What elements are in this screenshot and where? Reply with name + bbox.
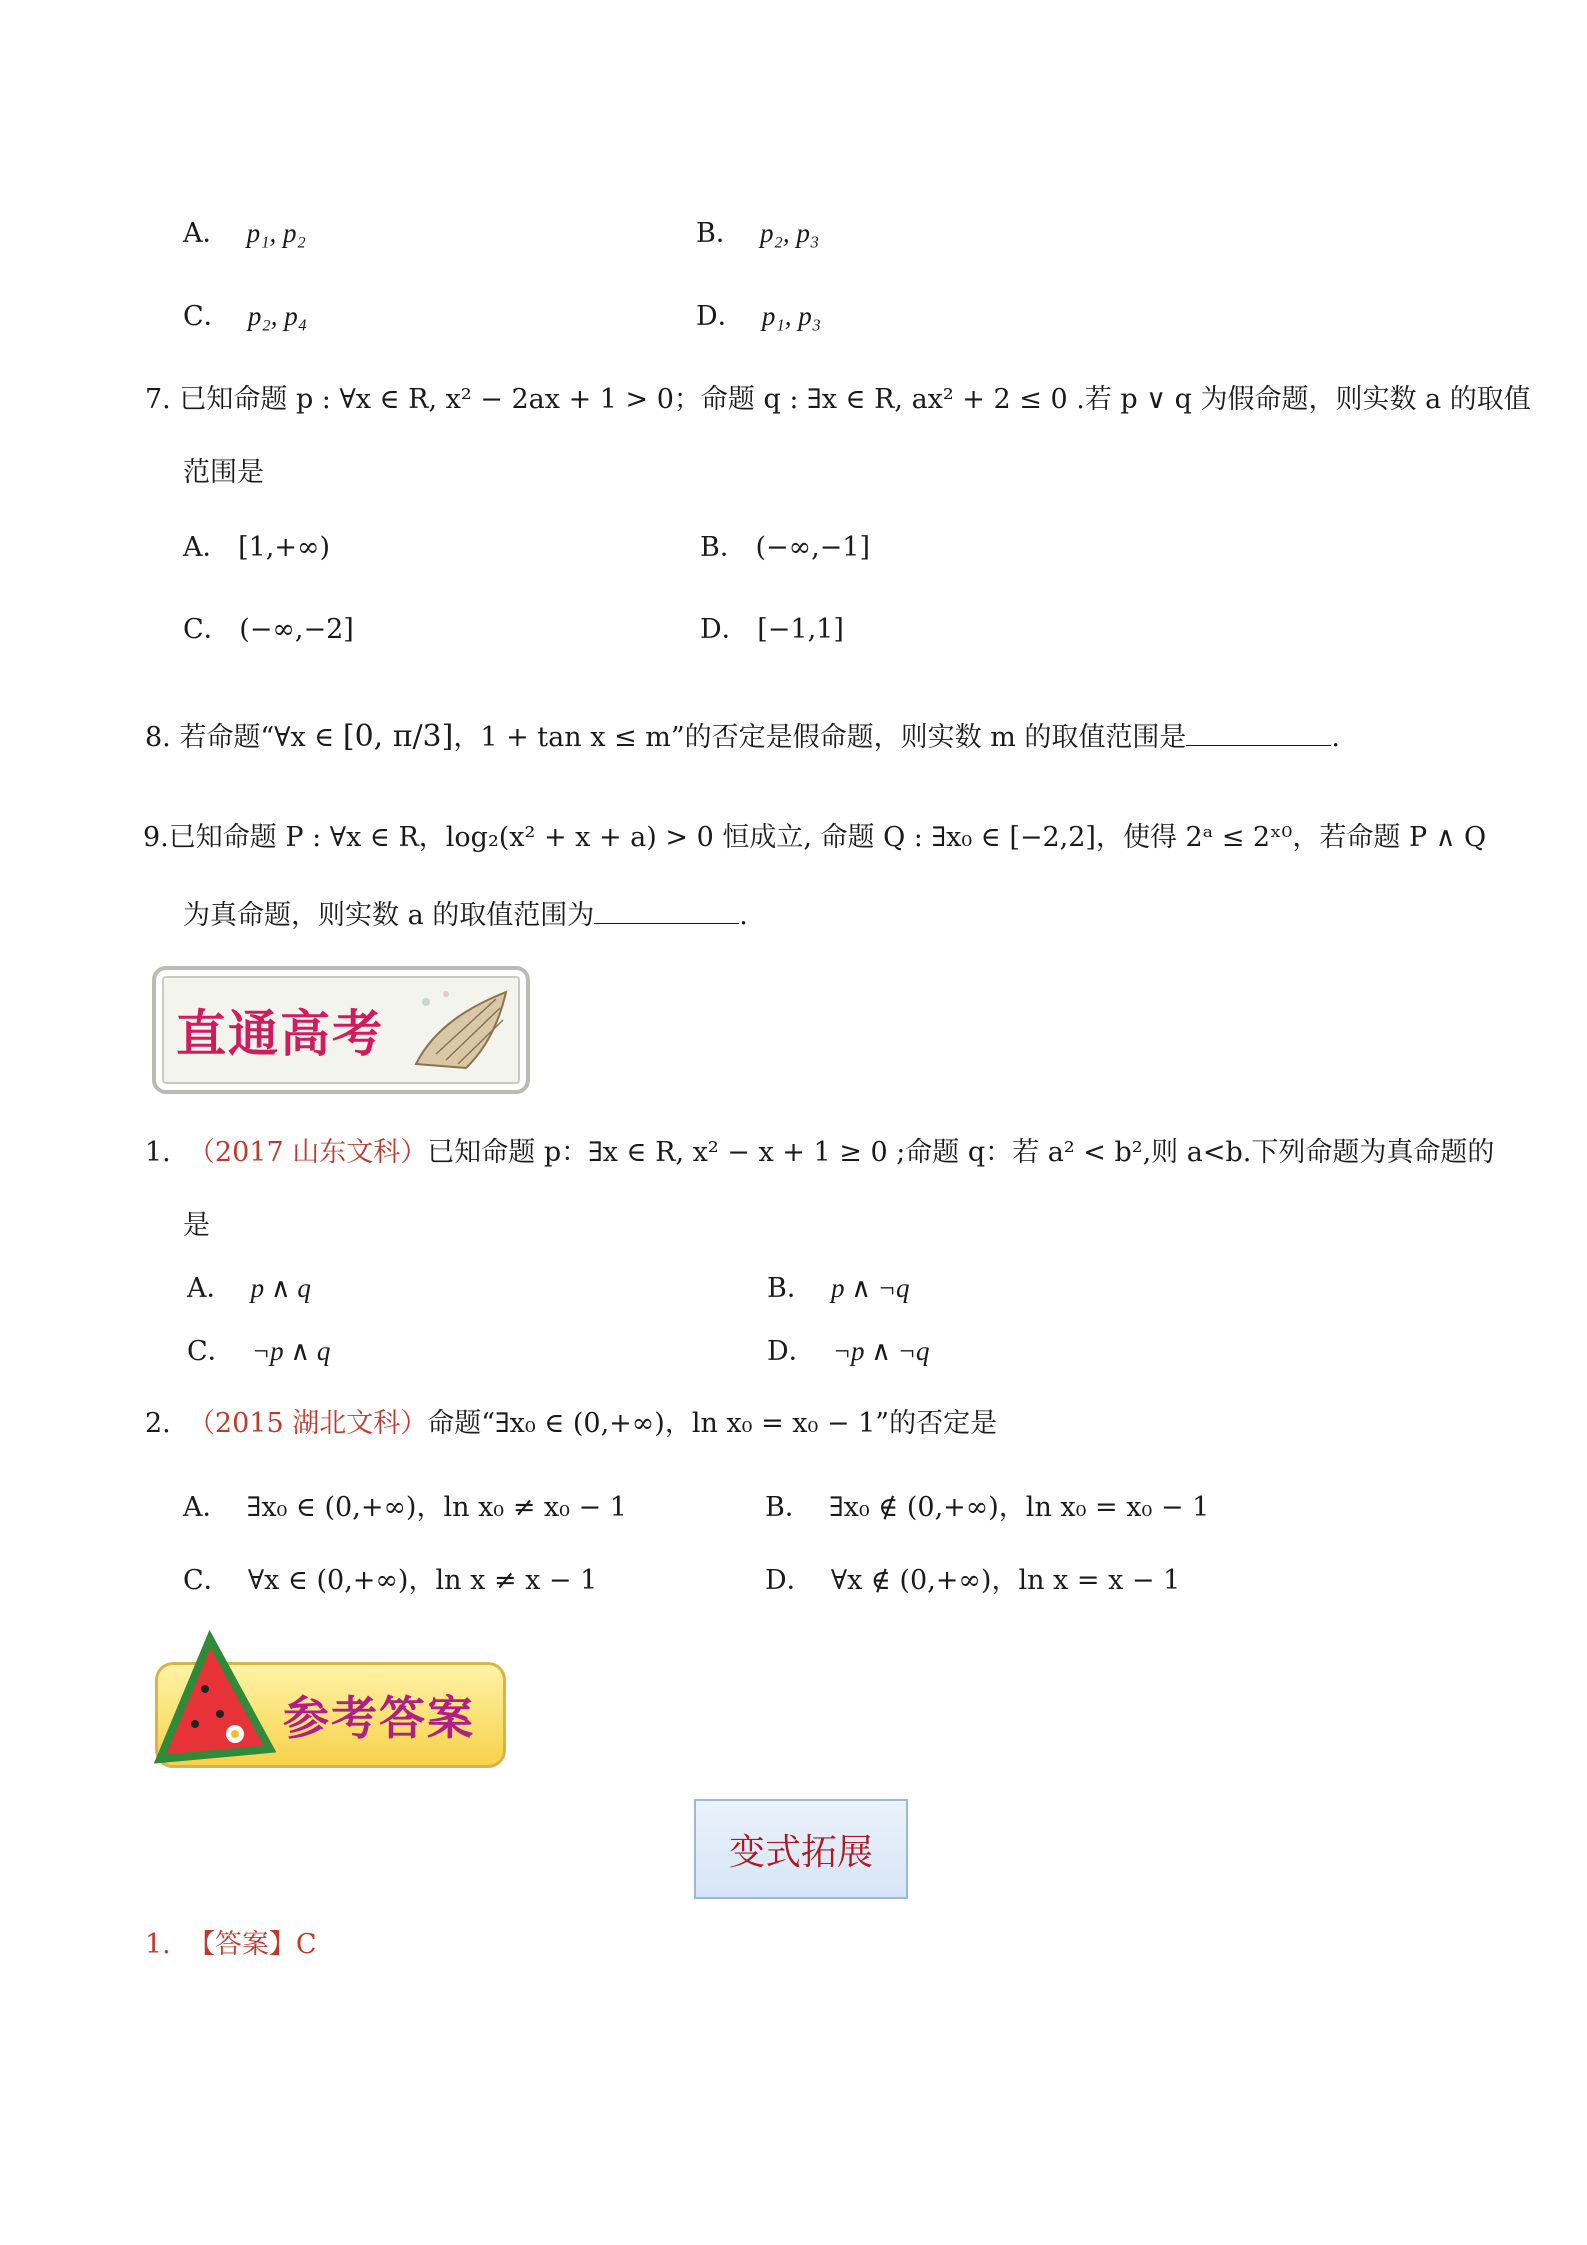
q7-option-a: A． [1,+∞) (183, 532, 331, 563)
gk1-line1: 1. （2017 山东文科）已知命题 p：∃x ∈ R, x² − x + 1 ≥ 0 ;命题 q：若 a² < b²,则 a<b.下列命题为真命题的 (145, 1137, 1495, 1168)
q7-option-d: D． [−1,1] (700, 614, 844, 645)
gk2-option-b: B． ∃x₀ ∉ (0,+∞)，ln x₀ = x₀ − 1 (765, 1492, 1210, 1523)
q6-option-a: A． p₁, p₂ (183, 218, 306, 249)
gk1-line2: 是 (183, 1210, 210, 1241)
q7-line2: 范围是 (183, 457, 264, 488)
banner-gaokao (152, 966, 530, 1094)
q8-answer-blank (1186, 717, 1331, 746)
q7-option-b: B． (−∞,−1] (700, 532, 871, 563)
q8-interval: [0, π/3] (342, 719, 454, 754)
watermelon-icon (150, 1629, 280, 1769)
gk2-option-d: D． ∀x ∉ (0,+∞)，ln x = x − 1 (765, 1565, 1181, 1596)
gk2-line1: 2. （2015 湖北文科）命题“∃x₀ ∈ (0,+∞)，ln x₀ = x₀ − 1”的否定是 (145, 1408, 998, 1439)
gk1-option-d: D． ¬p ∧ ¬q (767, 1336, 930, 1367)
gk2-source: （2015 湖北文科） (187, 1408, 428, 1439)
seashell-icon (406, 984, 516, 1076)
gk1-option-c: C． ¬p ∧ q (187, 1336, 331, 1367)
gk1-source: （2017 山东文科） (187, 1137, 428, 1168)
banner-answers-label: 参考答案 (283, 1691, 475, 1745)
gk1-option-b: B． p ∧ ¬q (767, 1273, 910, 1304)
q9-line1: 9.已知命题 P : ∀x ∈ R，log₂(x² + x + a) > 0 恒成立, 命题 Q : ∃x₀ ∈ [−2,2]，使得 2ᵃ ≤ 2ˣ⁰，若命题 P ∧ Q (143, 822, 1487, 853)
q7-option-c: C． (−∞,−2] (183, 614, 354, 645)
q9-line2: 为真命题，则实数 a 的取值范围为 . (183, 895, 748, 934)
gk1-option-a: A． p ∧ q (187, 1273, 311, 1304)
q6-option-c: C． p₂, p₄ (183, 301, 308, 332)
answer-1: 1. 【答案】C (145, 1929, 317, 1960)
banner-answers (155, 1662, 506, 1768)
banner-gaokao-label: 直通高考 (176, 1005, 384, 1063)
gk2-option-a: A． ∃x₀ ∈ (0,+∞)，ln x₀ ≠ x₀ − 1 (183, 1492, 627, 1523)
q9-answer-blank (594, 895, 739, 924)
q6-option-d: D． p₁, p₃ (696, 301, 822, 332)
section-title-box: 变式拓展 (694, 1799, 908, 1899)
gk2-option-c: C． ∀x ∈ (0,+∞)，ln x ≠ x − 1 (183, 1565, 598, 1596)
q6-option-b: B． p₂, p₃ (696, 218, 820, 249)
q7-line1: 7. 已知命题 p : ∀x ∈ R, x² − 2ax + 1 > 0；命题 q : ∃x ∈ R, ax² + 2 ≤ 0 .若 p ∨ q 为假命题，则实数 a 的取值 (145, 384, 1531, 415)
q8-line: 8. 若命题“∀x ∈ [0, π/3]，1 + tan x ≤ m”的否定是假命题，则实数 m 的取值范围是 . (145, 719, 1341, 754)
